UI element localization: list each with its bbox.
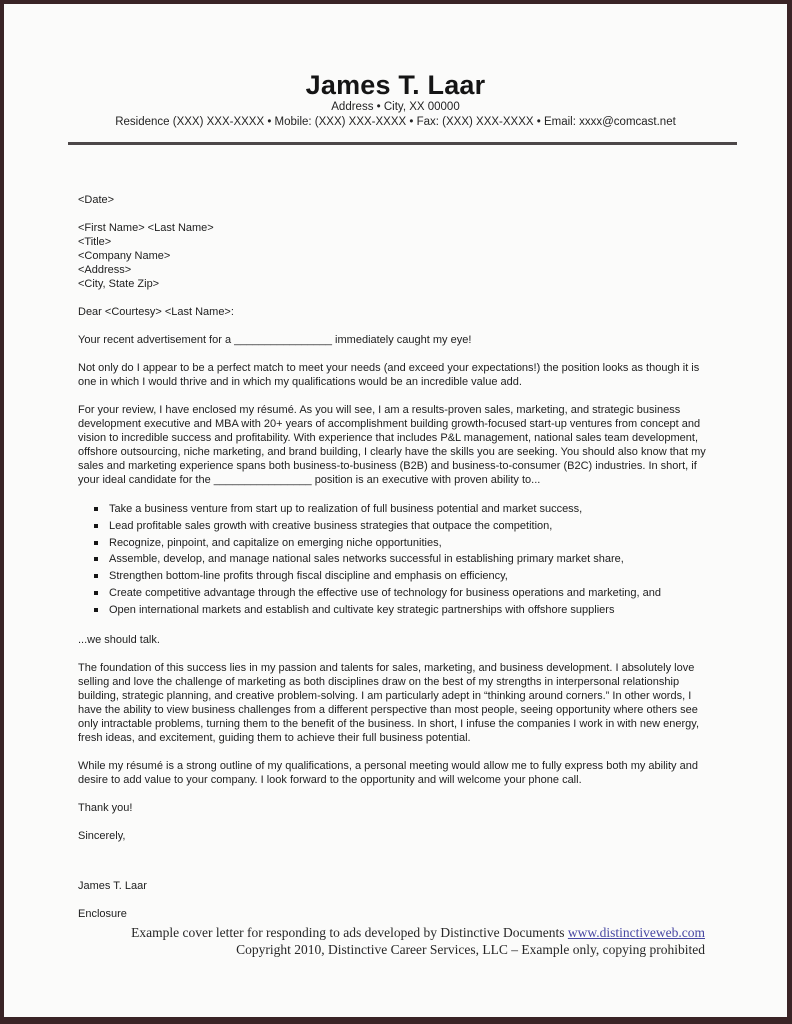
square-bullet-icon	[94, 608, 98, 612]
recipient-line: <Title>	[78, 236, 112, 248]
date-placeholder: <Date>	[78, 194, 115, 206]
thank-you-line: Thank you!	[78, 801, 133, 814]
letterhead	[4, 4, 787, 129]
document-footer	[4, 925, 705, 958]
achievement-text: Strengthen bottom-line profits through fiscal discipline and emphasis on efficiency,	[109, 570, 508, 583]
achievement-text: Create competitive advantage through the effective use of technology for business operations and marketing, and	[109, 586, 661, 599]
letter-body	[78, 145, 715, 921]
achievement-text: Assemble, develop, and manage national sales networks successful in establishing primary market share,	[109, 553, 624, 566]
recipient-block	[78, 221, 715, 291]
paragraph-meeting: While my résumé is a strong outline of my qualifications, a personal meeting would allow me to fully express both my ability and desire to add value to your company. I look forward to the opportunity and will welcome your phone call.	[78, 759, 698, 786]
footer-website-link[interactable]: www.distinctiveweb.com	[567, 925, 705, 940]
signature-name: James T. Laar	[78, 879, 147, 892]
recipient-line: <First Name> <Last Name>	[78, 222, 214, 234]
achievement-item	[93, 568, 715, 585]
closing-line: Sincerely,	[78, 829, 126, 842]
letterhead-name: James T. Laar	[305, 70, 486, 100]
achievement-item	[93, 551, 715, 568]
achievement-item	[93, 585, 715, 602]
square-bullet-icon	[94, 591, 98, 595]
recipient-line: <Address>	[78, 264, 132, 276]
achievement-item	[93, 518, 715, 535]
enclosure-note: Enclosure	[78, 907, 127, 920]
achievement-text: Recognize, pinpoint, and capitalize on emerging niche opportunities,	[109, 536, 442, 549]
paragraph-review: For your review, I have enclosed my résumé. As you will see, I am a results-proven sales, marketing, and strategic business development executive and MBA with 20+ years of accomplishment building growth-focused start-up ventures from concept and vision to incredible success and profitability. With experience that includes P&L management, national sales team development, offshore outsourcing, niche marketing, and brand building, I clearly have the skills you are seeking. You should also know that my sales and marketing experience spans both business-to-business (B2B) and business-to-consumer (B2C) industries. In short, if your ideal candidate for the ________________ position is an executive with proven ability to...	[78, 404, 706, 486]
achievement-text: Take a business venture from start up to realization of full business potential and market success,	[109, 503, 583, 515]
achievement-item	[93, 501, 715, 518]
footer-credit-text: Example cover letter for responding to ads developed by Distinctive Documents	[131, 925, 568, 940]
square-bullet-icon	[94, 524, 98, 528]
footer-copyright-line: Copyright 2010, Distinctive Career Services, LLC – Example only, copying prohibited	[236, 941, 705, 957]
paragraph-foundation: The foundation of this success lies in my passion and talents for sales, marketing, and business development. I absolutely love selling and love the challenge of marketing as both disciplines draw on the best of my strengths in interpersonal relationship building, strategic planning, and creative problem-solving. I am particularly adept in “thinking around corners.” In other words, I have the ability to view business challenges from a different perspective than most people, seeing opportunity where others see only intractable problems, turning them to the benefit of the business. In short, I infuse the companies I work in with new energy, fresh ideas, and excitement, guiding them to achieve their full business potential.	[78, 661, 700, 744]
transition-line: ...we should talk.	[78, 633, 160, 646]
square-bullet-icon	[94, 557, 98, 561]
achievement-item	[93, 535, 715, 552]
achievement-text: Open international markets and establish and cultivate key strategic partnerships with offshore suppliers	[109, 603, 615, 616]
letterhead-contact-line: Residence (XXX) XXX-XXXX • Mobile: (XXX) XXX-XXXX • Fax: (XXX) XXX-XXXX • Email: xxxx@comcast.net	[115, 115, 676, 128]
recipient-line: <City, State Zip>	[78, 278, 160, 290]
paragraph-match: Not only do I appear to be a perfect match to meet your needs (and exceed your expectations!) the position looks as though it is one in which I would thrive and in which my qualifications would be an incredible value add.	[78, 362, 700, 388]
square-bullet-icon	[94, 507, 98, 511]
salutation: Dear <Courtesy> <Last Name>:	[78, 306, 234, 318]
achievement-text: Lead profitable sales growth with creative business strategies that outpace the competition,	[109, 519, 553, 532]
recipient-line: <Company Name>	[78, 250, 171, 262]
letterhead-address-line: Address • City, XX 00000	[331, 101, 460, 113]
footer-credit-line	[4, 925, 705, 942]
opening-line: Your recent advertisement for a ________________ immediately caught my eye!	[78, 334, 472, 346]
achievements-list	[93, 501, 715, 619]
square-bullet-icon	[94, 541, 98, 545]
achievement-item	[93, 602, 715, 619]
square-bullet-icon	[94, 574, 98, 578]
